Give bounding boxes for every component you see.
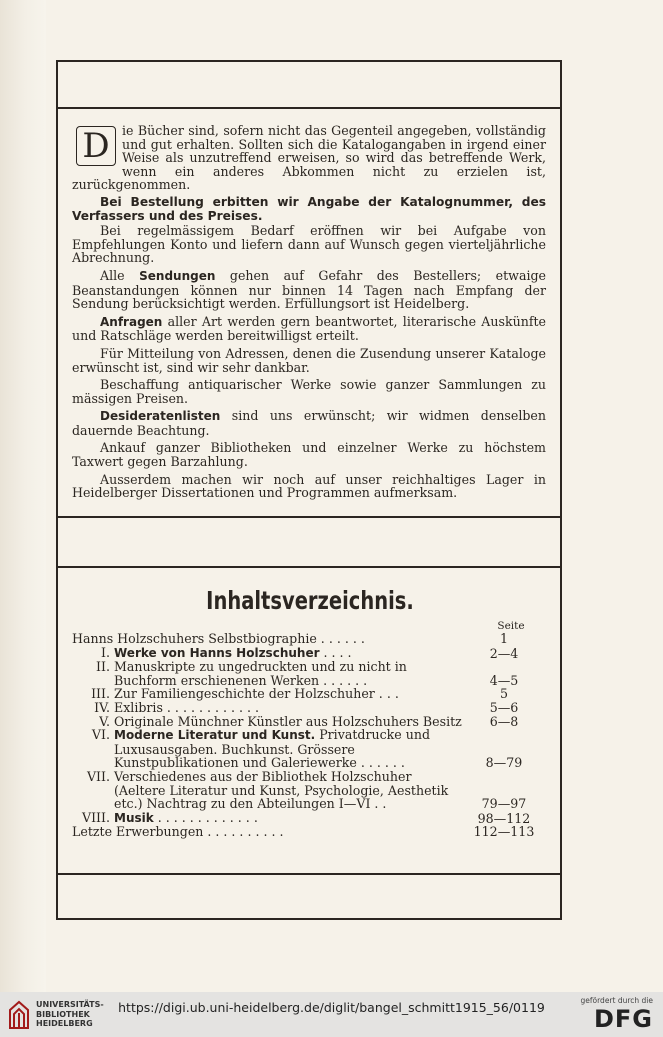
toc-entry-text: Hanns Holzschuhers Selbstbiographie . . . . . . bbox=[72, 631, 365, 646]
desiderata-paragraph: Desideratenlisten sind uns erwünscht; wir widmen denselben dauernde Beachtung. bbox=[72, 408, 546, 438]
toc-entry-bold-title: Moderne Literatur und Kunst. bbox=[114, 728, 316, 743]
toc-entry-page: 5 bbox=[499, 686, 508, 702]
toc-entry-page: 1 bbox=[499, 631, 508, 646]
toc-entry-text: Exlibris . . . . . . . . . . . . bbox=[114, 699, 260, 715]
table-of-contents bbox=[72, 632, 542, 839]
funded-by-label: gefördert durch die bbox=[580, 996, 653, 1005]
toc-entry-text: Zur Familiengeschichte der Holzschuher . . . bbox=[114, 686, 399, 702]
order-instruction-heading: Bei Bestellung erbitten wir Angabe der Katalognummer, des Verfassers und des Preises. bbox=[72, 194, 546, 223]
toc-entry-text: Originale Münchner Künstler aus Holzschuhers Besitz bbox=[114, 713, 462, 729]
toc-entry-number: VI. bbox=[91, 727, 110, 743]
toc-entry-text: Verschiedenes aus der Bibliothek Holzschuher (Aeltere Literatur und Kunst, Psychologie, Aesthetik etc.) Nachtrag zu den Abteilungen I—VI . . bbox=[114, 768, 449, 812]
account-paragraph: Bei regelmässigem Bedarf eröffnen wir bei Aufgabe von Empfehlungen Konto und liefern dann auf Wunsch gegen vierteljährliche Abrechnung. bbox=[72, 223, 546, 266]
shipping-paragraph: Alle Sendungen gehen auf Gefahr des Bestellers; etwaige Beanstandungen können nur binnen 14 Tagen nach Empfang der Sendung berücksichtigt werden. Erfüllungsort ist Heidelberg. bbox=[72, 267, 547, 312]
toc-entry-text: Manuskripte zu ungedruckten und zu nicht in Buchform erschienenen Werken . . . . . . bbox=[114, 659, 407, 688]
toc-entry-page: 6—8 bbox=[489, 713, 519, 729]
divider-mid-2 bbox=[58, 566, 560, 568]
page-column-label: Seite bbox=[497, 620, 525, 632]
toc-entry-number: VIII. bbox=[81, 809, 110, 825]
toc-entry-page: 2—4 bbox=[489, 645, 519, 661]
toc-entry-page: 112—113 bbox=[473, 824, 535, 840]
toc-entry-number: III. bbox=[91, 686, 110, 702]
toc-entry-page: 5—6 bbox=[489, 699, 519, 715]
book-binding-edge bbox=[0, 0, 46, 992]
toc-entry-number: I. bbox=[101, 644, 110, 660]
toc-entry-page: 4—5 bbox=[489, 672, 519, 688]
dissertations-paragraph: Ausserdem machen wir noch auf unser reichhaltiges Lager in Heidelberger Dissertationen und Programmen aufmerksam. bbox=[72, 471, 546, 501]
viewer-footer bbox=[0, 992, 663, 1037]
toc-entry-bold-title: Musik bbox=[114, 810, 154, 825]
toc-entry-number: VII. bbox=[86, 768, 110, 784]
toc-entry-page: 79—97 bbox=[481, 796, 527, 812]
toc-entry-page: 98—112 bbox=[477, 810, 531, 826]
toc-entry bbox=[72, 715, 542, 729]
toc-entry-text: Privatdrucke und Luxusausgaben. Buchkunst. Grössere Kunstpublikationen und Galeriewerke . . . . . . bbox=[114, 727, 431, 771]
toc-entry bbox=[72, 646, 542, 661]
purchase-paragraph: Ankauf ganzer Bibliotheken und einzelner Werke zu höchstem Taxwert gegen Barzahlung. bbox=[72, 440, 546, 470]
toc-entry-number: V. bbox=[99, 713, 110, 729]
dfg-logo[interactable]: DFG bbox=[593, 1005, 653, 1033]
procurement-paragraph: Beschaffung antiquarischer Werke sowie ganzer Sammlungen zu mässigen Preisen. bbox=[72, 377, 546, 406]
toc-entry-text: . . . . bbox=[319, 644, 352, 660]
permalink-url[interactable]: https://digi.ub.uni-heidelberg.de/diglit/bangel_schmitt1915_56/0119 bbox=[118, 1000, 545, 1015]
inquiries-paragraph: Anfragen aller Art werden gern beantwortet, literarische Auskünfte und Ratschläge werden bereitwilligst erteilt. bbox=[72, 313, 546, 344]
toc-entry-text: Letzte Erwerbungen . . . . . . . . . . bbox=[72, 824, 284, 840]
addresses-paragraph: Für Mitteilung von Adressen, denen die Zusendung unserer Kataloge erwünscht ist, sind wir sehr dankbar. bbox=[72, 345, 546, 375]
toc-entry bbox=[72, 770, 542, 811]
toc-entry-text: . . . . . . . . . . . . . bbox=[153, 809, 258, 825]
toc-entry-number: II. bbox=[96, 659, 110, 675]
toc-title: Inhaltsverzeichnis. bbox=[206, 586, 414, 615]
toc-entry bbox=[72, 811, 542, 826]
toc-entry bbox=[72, 701, 542, 715]
toc-entry-page: 8—79 bbox=[485, 755, 523, 771]
toc-entry-bold-title: Werke von Hanns Holzschuher bbox=[114, 645, 320, 660]
library-name[interactable]: UNIVERSITÄTS- BIBLIOTHEK HEIDELBERG bbox=[36, 1000, 104, 1028]
toc-entry bbox=[72, 728, 542, 770]
toc-entry bbox=[72, 632, 542, 646]
divider-mid-1 bbox=[58, 516, 560, 518]
intro-paragraph: D ie Bücher sind, sofern nicht das Gegenteil angegeben, vollständig und gut erhalten. Sollten sich die Katalogangaben in irgend einer Weise als unzutreffend erweisen, so wird das betreffende Werk, wenn ein anderes Abkommen nicht zu erzielen ist, zurückgenommen. bbox=[72, 123, 546, 193]
divider-bottom bbox=[58, 873, 560, 875]
divider-top bbox=[58, 107, 560, 109]
toc-entry bbox=[72, 687, 542, 701]
toc-entry bbox=[72, 825, 542, 839]
toc-entry-number: IV. bbox=[94, 699, 110, 715]
toc-entry bbox=[72, 660, 542, 687]
decorative-initial: D bbox=[76, 126, 116, 166]
ordering-terms-section bbox=[72, 124, 546, 504]
